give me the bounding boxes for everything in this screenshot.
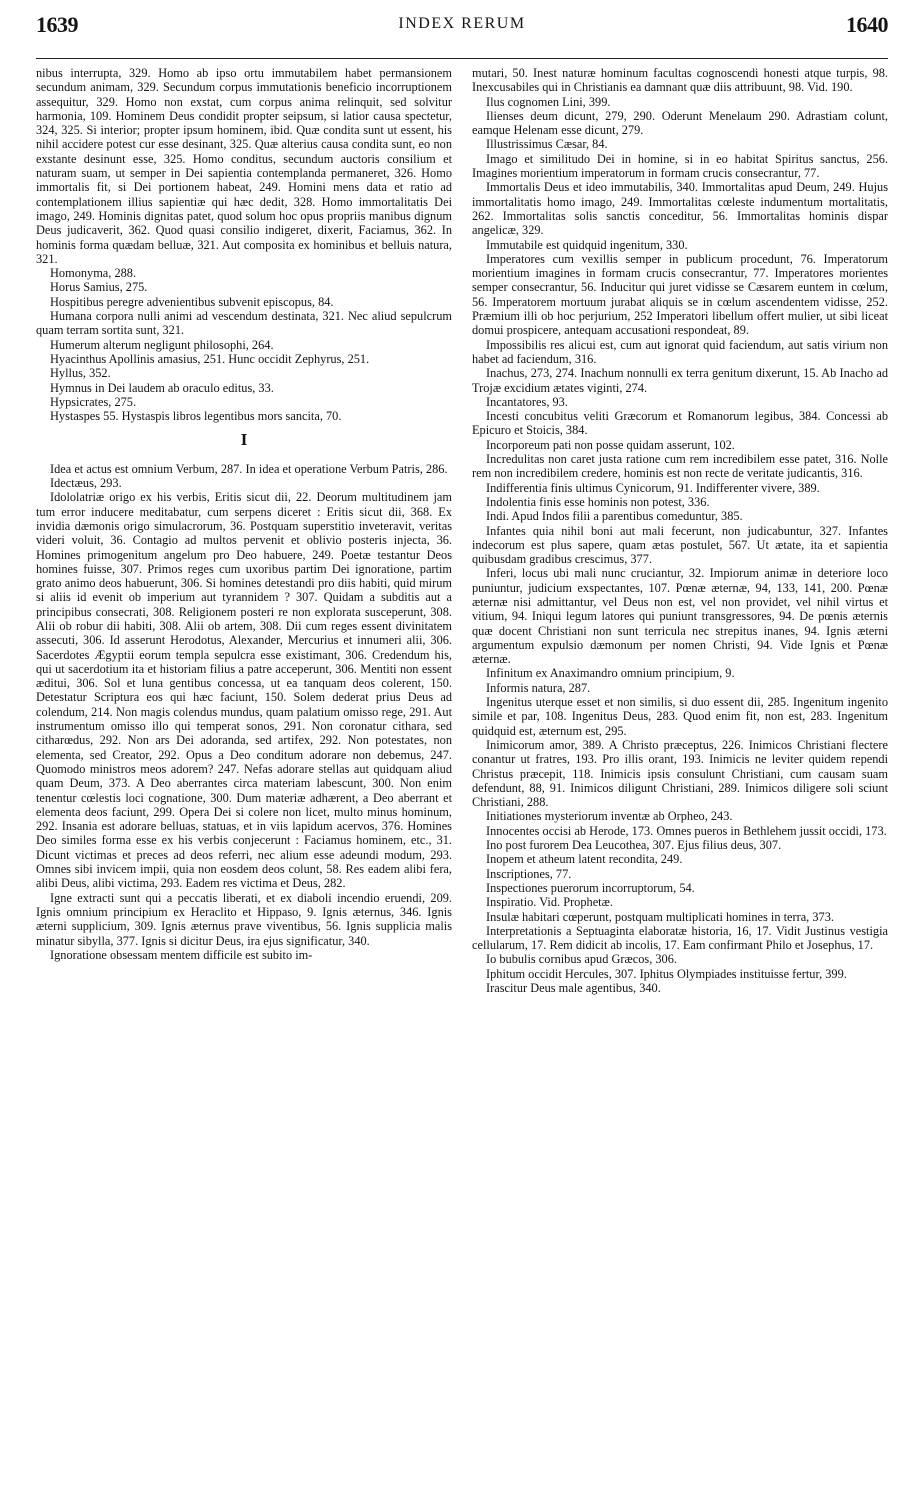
index-entry: Inachus, 273, 274. Inachum nonnulli ex terra genitum dixerunt, 15. Ab Inacho ad Trojæ excidium ætates viginti, 274. [472, 366, 888, 395]
index-entry: Interpretationis a Septuaginta elaboratæ historia, 16, 17. Vidit Justinus vestigia cellularum, 17. Rem didicit ab incolis, 17. Eam confirmant Philo et Josephus, 17. [472, 923, 888, 953]
index-entry: Idectæus, 293. [50, 476, 122, 491]
index-entry: Inscriptiones, 77. [486, 866, 572, 881]
index-entry: Idea et actus est omnium Verbum, 287. In idea et operatione Verbum Patris, 286. [50, 461, 448, 476]
index-entry: Initiationes mysteriorum inventæ ab Orpheo, 243. [486, 809, 733, 824]
index-entry: Hyacinthus Apollinis amasius, 251. Hunc occidit Zephyrus, 251. [50, 351, 370, 366]
index-entry: Incesti concubitus veliti Græcorum et Romanorum legibus, 384. Concessi ab Epicuro et Stoicis, 384. [472, 409, 888, 438]
index-entry: Ino post furorem Dea Leucothea, 307. Ejus filius deus, 307. [486, 838, 782, 853]
index-entry: Homonyma, 288. [50, 266, 137, 281]
index-entry: Incorporeum pati non posse quidam asserunt, 102. [486, 437, 735, 452]
index-entry: Humerum alterum negligunt philosophi, 264. [50, 337, 274, 352]
index-entry: Irascitur Deus male agentibus, 340. [486, 981, 661, 995]
index-entry: Immortalis Deus et ideo immutabilis, 340. Immortalitas apud Deum, 249. Hujus immortalitatis homo imago, 249. Immortalitas cœleste indumentum mortalitatis, 262. Immortalitas solis sanctis conceditur, 56. Immortalitas hominis dispar angelicæ, 329. [472, 180, 888, 238]
index-entry: Immutabile est quidquid ingenitum, 330. [486, 237, 688, 252]
page-header [36, 12, 888, 52]
page-number-right: 1640 [846, 12, 888, 37]
index-entry: mutari, 50. Inest naturæ hominum facultas cognoscendi honesti atque turpis, 98. Inexcusabiles qui in Christianis ea damnant quæ diis attribuunt, 98. Vid. 190. [472, 66, 888, 95]
index-entry: Incantatores, 93. [486, 394, 568, 409]
page-number-left: 1639 [36, 12, 78, 37]
index-entry: Ilienses deum dicunt, 279, 290. Oderunt Menelaum 290. Adrastiam colunt, eamque Helenam esse dicunt, 279. [472, 108, 888, 138]
index-entry: Inspiratio. Vid. Prophetæ. [486, 895, 613, 910]
index-entry: Illustrissimus Cæsar, 84. [486, 137, 608, 152]
left-column [36, 66, 452, 962]
index-entry: Hymnus in Dei laudem ab oraculo editus, 33. [50, 380, 274, 395]
index-entry: Indifferentia finis ultimus Cynicorum, 91. Indifferenter vivere, 389. [486, 480, 820, 495]
index-entry: Informis natura, 287. [486, 680, 591, 695]
index-entry: Hystaspes 55. Hystaspis libros legentibus mors sancita, 70. [50, 409, 342, 424]
index-entry: Imperatores cum vexillis semper in publicum procedunt, 76. Imperatorum morientium imagines in formam crucis consecrantur, 77. Imperatores morientes semper consecrantur, 56. Inducitur qui juret vidisse se Cæsarem euntem in cœlum, 56. Imperatorem mortuum jurabat aliquis se in cœlum ascendentem vidisse, 252. Præmium illi ob hoc perjurium, 252 Imperatori libellum offert mulier, ut sibi liceat domui prospicere, antequam accusationi respondeat, 89. [472, 251, 888, 338]
index-entry: Infantes quia nihil boni aut mali fecerunt, non judicabuntur, 327. Infantes indecorum est plus sapere, quam ætas postulet, 567. Ut ætate, ita et sapientia quibusdam gradibus crescimus, 377. [472, 523, 888, 567]
running-title: INDEX RERUM [398, 15, 526, 32]
index-entry: Inferi, locus ubi mali nunc cruciantur, 32. Impiorum animæ in deteriore loco puniuntur, judicium exspectantes, 107. Pœnæ æternæ, 94, 133, 141, 200. Pœnæ æternæ nisi admittantur, vel Deus non est, vel non providet, vel nihil virtus et vitium, 94. Iniqui legum latores qui puniunt transgressores, 94. De pœnis æternis quæ docent Christiani non sunt terricula nec strepitus inanes, 94. Ignis æterni argumentum expulsio dæmonum per nomen Christi, 94. Vide Ignis et Pœnæ æternæ. [472, 566, 888, 667]
index-entry: Indolentia finis esse hominis non potest, 336. [486, 494, 710, 509]
index-entry: Innocentes occisi ab Herode, 173. Omnes pueros in Bethlehem jussit occidi, 173. [486, 823, 887, 838]
index-entry: Infinitum ex Anaximandro omnium principium, 9. [486, 666, 735, 681]
index-entry: Ignoratione obsessam mentem difficile est subito im- [50, 947, 313, 962]
header-rule [36, 58, 888, 59]
index-entry: Hypsicrates, 275. [50, 394, 137, 409]
index-entry: Imago et similitudo Dei in homine, si in eo habitat Spiritus sanctus, 256. Imagines morientium imperatorum in formam crucis consecrantur, 77. [472, 151, 888, 181]
index-entry: Ilus cognomen Lini, 399. [486, 94, 611, 109]
index-entry: Inopem et atheum latent recondita, 249. [486, 852, 683, 867]
index-entry: Impossibilis res alicui est, cum aut ignorat quid faciendum, aut satis virium non habet ad faciendum, 316. [472, 337, 888, 366]
index-entry: Humana corpora nulli animi ad vescendum destinata, 321. Nec aliud sepulcrum quam terram sortita sunt, 321. [36, 309, 452, 338]
index-entry: Hospitibus peregre advenientibus subvenit episcopus, 84. [50, 294, 334, 309]
index-entry: Io bubulis cornibus apud Græcos, 306. [486, 952, 677, 967]
index-entry: Inimicorum amor, 389. A Christo præceptus, 226. Inimicos Christiani flectere conantur ut fratres, 193. Pro illis orant, 193. Inimicis ne leviter quidem rependi Christus præcepit, 118. Inimicis ipsis consulunt Christiani, cum causam suam defendunt, 88, 91. Inimicos diligunt Christiani, 289. Inimicos diligere soli sciunt Christiani, 288. [472, 737, 888, 810]
index-entry: Incredulitas non caret justa ratione cum rem incredibilem esse patet, 316. Nolle rem non incredibilem credere, hominis est non recte de veritate judicantis, 316. [472, 452, 888, 481]
index-entry: Iphitum occidit Hercules, 307. Iphitus Olympiades instituisse fertur, 399. [486, 966, 847, 981]
index-entry: Hyllus, 352. [50, 366, 111, 381]
index-entry: Igne extracti sunt qui a peccatis liberati, et ex diaboli incendio eruendi, 209. Ignis omnium principium ex Heraclito et Hippaso, 9. Ignis æternus, 346. Ignis æterni supplicium, 309. Ignis æternus prave viventibus, 56. Ignis supplicia malis minatur sibylla, 377. Ignis si dicitur Deus, ira ejus significatur, 340. [36, 890, 452, 948]
section-letter-heading: I [240, 430, 248, 450]
index-entry: nibus interrupta, 329. Homo ab ipso ortu immutabilem habet permansionem secundum animam, 329. Secundum corpus immutationis beneficio incorruptionem assequitur, 329. Homo non exstat, cum corpus anima relinquit, sed solvitur harmonia, 109. Hominem Deus condidit propter seipsum, si latior causa spectetur, 324, 325. Si interior; propter ipsum hominem, ibid. Quæ condita sunt ut essent, his nihil accidere potest cur esse desinant, 325. Quæ alterius causa condita sunt, eo non exstante desinunt esse, 325. Homo conditus, secundum auctoris consilium et naturam suam, ut semper in Dei sapientia contemplanda permaneret, 326. Homo immortalis fit, si Dei portionem habeat, 249. Homini mens data et ratio ad contemplationem illius sapientiæ qui hæc dedit, 328. Homo immortalitatis Dei imago, 249. Hominis dignitas patet, quod solum hoc opus propriis manibus dignum Deus judicaverit, 362. Quod quasi consilio indigeret, dixerit, Faciamus, 362. In hominis forma quædam belluæ, 321. Aut composita ex hominibus et belluis natura, 321. [36, 66, 452, 266]
right-column [472, 66, 888, 995]
index-entry: Idololatriæ origo ex his verbis, Eritis sicut dii, 22. Deorum multitudinem jam tum error inducere meditabatur, cum serpens diceret : Eritis sicut dii, 368. Ex invidia dæmonis origo simulacrorum, 36. Postquam superstitio inveteravit, veritas videri voluit, 36. Contagio ad multos pervenit et oblivio posteris injecta, 36. Homines primogenitum angelum pro Deo habuere, 249. Poetæ testantur Deos homines fuisse, 307. Primos reges cum uxoribus partim Dei ignoratione, partim grato animo deos habuerunt, 306. Si homines detestandi pro diis habiti, quid mirum si aliis id evenit ob imperium aut tyrannidem ? 307. Quidam a subditis aut a principibus consecrati, 308. Religionem posteri re non explorata susceperunt, 308. Alii ob robur dii habiti, 308. Alii ob artem, 308. Dii cum reges essent divinitatem assecuti, 306. Id asserunt Herodotus, Alexander, Mercurius et innumeri alii, 306. Sacerdotes Ægyptii eorum templa sepulcra esse existimant, 306. Credendum his, qui ut sacerdotium ita et historiam filius a patre acceperunt, 306. Mentiti non essent æditui, 306. Sol et luna gentibus concessa, ut ea tanquam deos colerent, 150. Detestatur Scriptura eos qui hæc faciunt, 150. Solem dederat prius Deus ad colendum, 214. Non magis colendus mundus, quam palatium omisso rege, 291. Aut instrumentum omisso illo qui temperat sonos, 291. Non coronatur cithara, sed citharœdus, 292. Non ars Dei adoranda, sed artifex, 292. Non potestates, non elementa, sed Creator, 292. Opus a Deo conditum adorare non debemus, 247. Quomodo ministros meos adorem? 247. Nefas adorare stellas aut quidquam aliud quam Deum, 373. A Deo aberrantes circa materiam labescunt, 300. Non enim tenentur cœlestis loci cognatione, 300. Dum materiæ adhærent, a Deo aberrant et elementa deos faciunt, 299. Opera Dei si colere non licet, multo minus hominum, 292. Insania est adorare belluas, statuas, et in viis lapidum acervos, 376. Homines Deo similes forma esse ex his verbis conjecerunt : Faciamus hominem, etc., 31. Dicunt victimas et preces ad deos referri, nec alium esse adeundi modum, 293. Omnes sibi invicem impii, quia non eosdem deos colunt, 58. Res eadem alibi fera, alibi Deus, alibi victima, 293. Eadem res victima et Deus, 282. [36, 490, 452, 891]
index-entry: Insulæ habitari cœperunt, postquam multiplicati homines in terra, 373. [486, 909, 834, 924]
index-entry: Ingenitus uterque esset et non similis, si duo essent dii, 285. Ingenitum ingenito simile et par, 108. Ingenitus Deus, 283. Quod enim fit, non est, 283. Ingenitum quidquid est, æternum est, 295. [472, 695, 888, 738]
index-entry: Inspectiones puerorum incorruptorum, 54. [486, 880, 695, 895]
index-entry: Horus Samius, 275. [50, 280, 148, 295]
index-entry: Indi. Apud Indos filii a parentibus comeduntur, 385. [486, 509, 743, 524]
